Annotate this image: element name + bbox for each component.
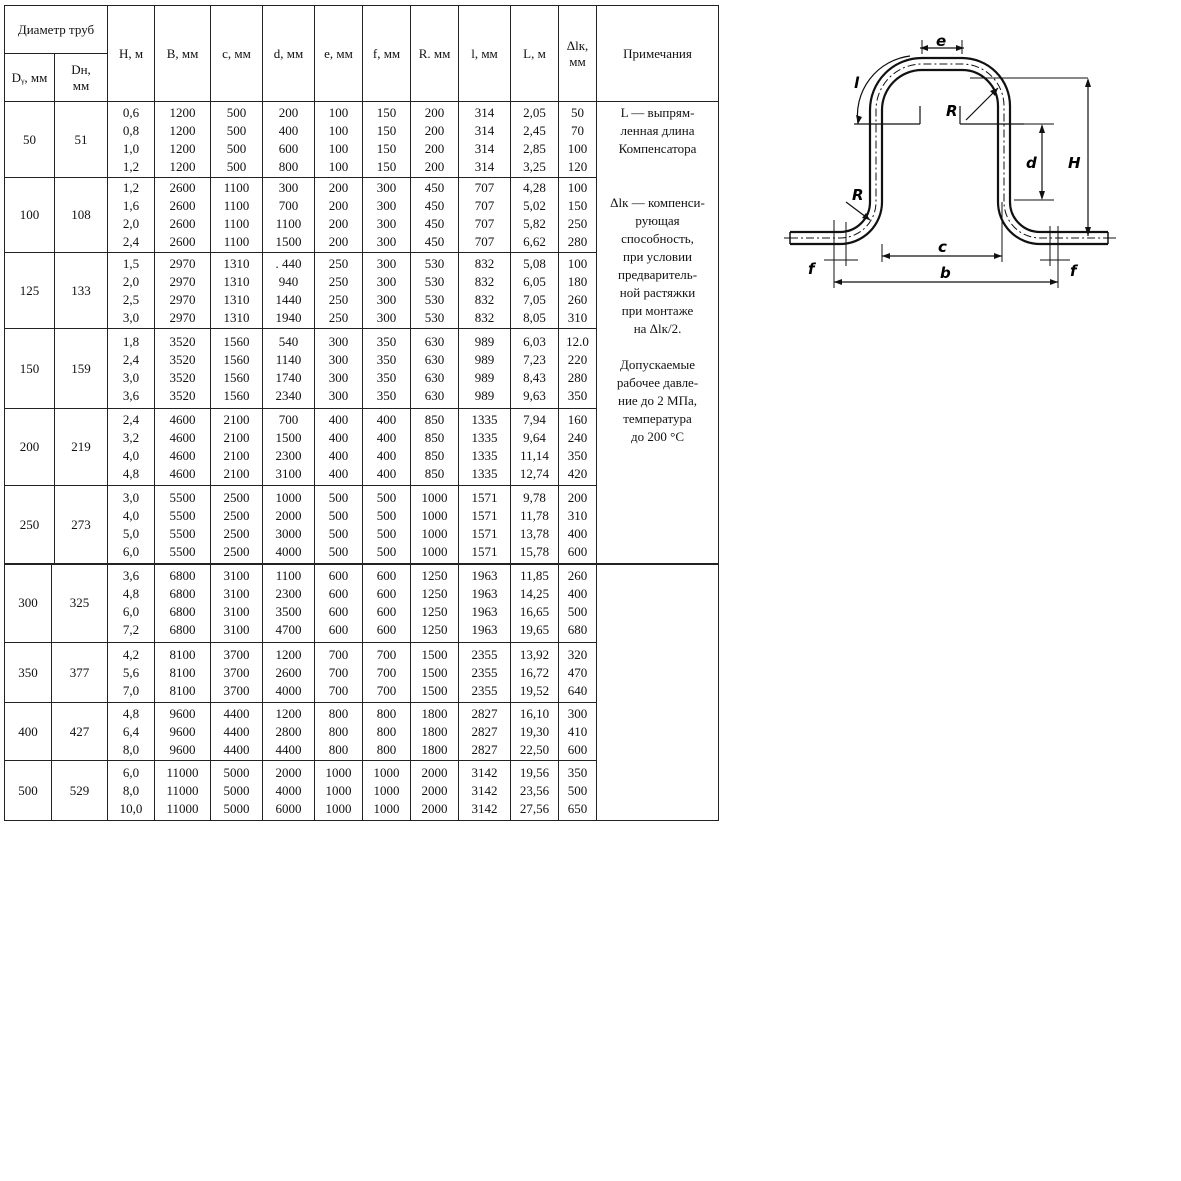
- cell-value: 850 850 850 850: [411, 409, 459, 486]
- cell-value: 4,8 6,4 8,0: [108, 703, 155, 761]
- cell-value: 2,4 3,2 4,0 4,8: [108, 409, 155, 486]
- cell-value: 1500 1500 1500: [411, 643, 459, 703]
- cell-dy: 100: [5, 178, 55, 253]
- cell-value: 1250 1250 1250 1250: [411, 564, 459, 643]
- cell-dn: 377: [52, 643, 108, 703]
- cell-value: 4600 4600 4600 4600: [155, 409, 211, 486]
- header-R: R. мм: [411, 6, 459, 102]
- cell-value: 300 300 300 300: [363, 178, 411, 253]
- cell-value: 1200 2800 4400: [263, 703, 315, 761]
- label-R-top: R: [946, 102, 958, 120]
- cell-value: 1000 2000 3000 4000: [263, 486, 315, 565]
- cell-value: 0,6 0,8 1,0 1,2: [108, 102, 155, 178]
- cell-value: 12.0 220 280 350: [559, 329, 597, 409]
- cell-value: 4,2 5,6 7,0: [108, 643, 155, 703]
- cell-value: 3700 3700 3700: [211, 643, 263, 703]
- cell-dn: 273: [55, 486, 108, 565]
- header-dy: Dᵧ, мм: [5, 54, 55, 102]
- cell-value: 2600 2600 2600 2600: [155, 178, 211, 253]
- compensator-diagram: [770, 30, 1130, 290]
- cell-value: 800 800 800: [315, 703, 363, 761]
- cell-value: 3,6 4,8 6,0 7,2: [108, 564, 155, 643]
- cell-value: 314 314 314 314: [459, 102, 511, 178]
- cell-value: 5500 5500 5500 5500: [155, 486, 211, 565]
- cell-value: 13,92 16,72 19,52: [511, 643, 559, 703]
- cell-value: 4400 4400 4400: [211, 703, 263, 761]
- label-H: H: [1068, 154, 1081, 172]
- cell-value: 1963 1963 1963 1963: [459, 564, 511, 643]
- cell-value: 350 500 650: [559, 761, 597, 821]
- cell-value: 300 300 300 300: [363, 253, 411, 329]
- compensator-table-lower: [4, 563, 719, 821]
- cell-value: 1335 1335 1335 1335: [459, 409, 511, 486]
- cell-value: 540 1140 1740 2340: [263, 329, 315, 409]
- header-d: d, мм: [263, 6, 315, 102]
- cell-value: 2100 2100 2100 2100: [211, 409, 263, 486]
- cell-dn: 133: [55, 253, 108, 329]
- cell-value: 2500 2500 2500 2500: [211, 486, 263, 565]
- cell-value: 450 450 450 450: [411, 178, 459, 253]
- cell-value: 630 630 630 630: [411, 329, 459, 409]
- table-row: [5, 564, 719, 643]
- label-c: c: [938, 238, 947, 256]
- cell-value: . 440 940 1440 1940: [263, 253, 315, 329]
- cell-value: 1100 2300 3500 4700: [263, 564, 315, 643]
- cell-value: 500 500 500 500: [315, 486, 363, 565]
- cell-value: 300 300 300 300: [315, 329, 363, 409]
- header-L: L, м: [511, 6, 559, 102]
- cell-value: 600 600 600 600: [363, 564, 411, 643]
- cell-value: 2,05 2,45 2,85 3,25: [511, 102, 559, 178]
- cell-value: 350 350 350 350: [363, 329, 411, 409]
- cell-dn: 427: [52, 703, 108, 761]
- cell-value: 100 150 250 280: [559, 178, 597, 253]
- cell-value: 400 400 400 400: [363, 409, 411, 486]
- cell-value: 1800 1800 1800: [411, 703, 459, 761]
- cell-value: 500 500 500 500: [211, 102, 263, 178]
- cell-value: 200 200 200 200: [411, 102, 459, 178]
- cell-value: 530 530 530 530: [411, 253, 459, 329]
- label-R-left: R: [852, 186, 864, 204]
- header-c: c, мм: [211, 6, 263, 102]
- cell-value: 400 400 400 400: [315, 409, 363, 486]
- pipe-outer-line: [790, 58, 1108, 232]
- cell-value: 250 250 250 250: [315, 253, 363, 329]
- cell-value: 3100 3100 3100 3100: [211, 564, 263, 643]
- cell-value: 50 70 100 120: [559, 102, 597, 178]
- cell-value: 832 832 832 832: [459, 253, 511, 329]
- header-notes: Примечания: [597, 6, 719, 102]
- cell-value: 200 400 600 800: [263, 102, 315, 178]
- compensator-table-upper: [4, 5, 719, 565]
- cell-value: 600 600 600 600: [315, 564, 363, 643]
- cell-dn: 51: [55, 102, 108, 178]
- cell-value: 160 240 350 420: [559, 409, 597, 486]
- header-pipe-diameter: Диаметр труб: [5, 6, 108, 54]
- cell-value: 1560 1560 1560 1560: [211, 329, 263, 409]
- cell-value: 11,85 14,25 16,65 19,65: [511, 564, 559, 643]
- cell-value: 1000 1000 1000: [363, 761, 411, 821]
- table-row: [5, 102, 719, 178]
- cell-value: 2827 2827 2827: [459, 703, 511, 761]
- cell-value: 1000 1000 1000 1000: [411, 486, 459, 565]
- cell-value: 5000 5000 5000: [211, 761, 263, 821]
- pipe-axis: [790, 64, 1108, 238]
- label-b: b: [940, 264, 951, 282]
- cell-value: 1,5 2,0 2,5 3,0: [108, 253, 155, 329]
- cell-value: 707 707 707 707: [459, 178, 511, 253]
- cell-value: 700 700 700: [363, 643, 411, 703]
- cell-dn: 159: [55, 329, 108, 409]
- cell-dy: 500: [5, 761, 52, 821]
- cell-dy: 350: [5, 643, 52, 703]
- cell-value: 1,2 1,6 2,0 2,4: [108, 178, 155, 253]
- cell-value: 2355 2355 2355: [459, 643, 511, 703]
- label-f-left: f: [808, 260, 815, 278]
- cell-value: 6,03 7,23 8,43 9,63: [511, 329, 559, 409]
- cell-value: 11000 11000 11000: [155, 761, 211, 821]
- cell-value: 2000 4000 6000: [263, 761, 315, 821]
- cell-value: 1000 1000 1000: [315, 761, 363, 821]
- cell-value: 19,56 23,56 27,56: [511, 761, 559, 821]
- cell-value: 800 800 800: [363, 703, 411, 761]
- cell-value: 9,78 11,78 13,78 15,78: [511, 486, 559, 565]
- cell-dn: 219: [55, 409, 108, 486]
- notes-cell: L — выпрям- ленная длина Компенсатора Δlк — компенси- рующая способность, при условии предваритель- ной растяжки при монтаже на Δlк/2. Допускаемые рабочее давле- ние до 2 МПа, температура до 200 °С: [597, 102, 719, 565]
- cell-value: 1310 1310 1310 1310: [211, 253, 263, 329]
- cell-value: 1200 1200 1200 1200: [155, 102, 211, 178]
- cell-value: 300 410 600: [559, 703, 597, 761]
- cell-value: 5,08 6,05 7,05 8,05: [511, 253, 559, 329]
- cell-value: 1571 1571 1571 1571: [459, 486, 511, 565]
- cell-value: 300 700 1100 1500: [263, 178, 315, 253]
- pipe-inner-line: [790, 70, 1108, 244]
- cell-dy: 200: [5, 409, 55, 486]
- cell-dn: 325: [52, 564, 108, 643]
- cell-value: 700 1500 2300 3100: [263, 409, 315, 486]
- label-l: l: [854, 74, 860, 92]
- cell-value: 3142 3142 3142: [459, 761, 511, 821]
- cell-value: 8100 8100 8100: [155, 643, 211, 703]
- header-f: f, мм: [363, 6, 411, 102]
- cell-value: 3520 3520 3520 3520: [155, 329, 211, 409]
- notes-cell: [597, 564, 719, 821]
- cell-value: 500 500 500 500: [363, 486, 411, 565]
- cell-value: 2970 2970 2970 2970: [155, 253, 211, 329]
- cell-dy: 250: [5, 486, 55, 565]
- cell-dn: 108: [55, 178, 108, 253]
- cell-dy: 125: [5, 253, 55, 329]
- cell-value: 200 310 400 600: [559, 486, 597, 565]
- cell-dy: 400: [5, 703, 52, 761]
- header-l: l, мм: [459, 6, 511, 102]
- cell-value: 150 150 150 150: [363, 102, 411, 178]
- cell-value: 100 100 100 100: [315, 102, 363, 178]
- cell-value: 2000 2000 2000: [411, 761, 459, 821]
- cell-dy: 50: [5, 102, 55, 178]
- label-e: e: [936, 32, 947, 50]
- cell-value: 320 470 640: [559, 643, 597, 703]
- cell-value: 1200 2600 4000: [263, 643, 315, 703]
- cell-value: 700 700 700: [315, 643, 363, 703]
- cell-value: 200 200 200 200: [315, 178, 363, 253]
- label-d: d: [1026, 154, 1037, 172]
- cell-value: 260 400 500 680: [559, 564, 597, 643]
- cell-value: 7,94 9,64 11,14 12,74: [511, 409, 559, 486]
- label-f-right: f: [1070, 262, 1077, 280]
- cell-value: 6,0 8,0 10,0: [108, 761, 155, 821]
- cell-value: 16,10 19,30 22,50: [511, 703, 559, 761]
- cell-value: 1100 1100 1100 1100: [211, 178, 263, 253]
- header-H: H, м: [108, 6, 155, 102]
- cell-dn: 529: [52, 761, 108, 821]
- cell-value: 4,28 5,02 5,82 6,62: [511, 178, 559, 253]
- cell-dy: 150: [5, 329, 55, 409]
- header-delta-lk: Δlк, мм: [559, 6, 597, 102]
- header-e: e, мм: [315, 6, 363, 102]
- cell-value: 9600 9600 9600: [155, 703, 211, 761]
- header-B: B, мм: [155, 6, 211, 102]
- cell-value: 6800 6800 6800 6800: [155, 564, 211, 643]
- cell-value: 100 180 260 310: [559, 253, 597, 329]
- header-dn: Dн, мм: [55, 54, 108, 102]
- cell-value: 3,0 4,0 5,0 6,0: [108, 486, 155, 565]
- cell-dy: 300: [5, 564, 52, 643]
- cell-value: 989 989 989 989: [459, 329, 511, 409]
- cell-value: 1,8 2,4 3,0 3,6: [108, 329, 155, 409]
